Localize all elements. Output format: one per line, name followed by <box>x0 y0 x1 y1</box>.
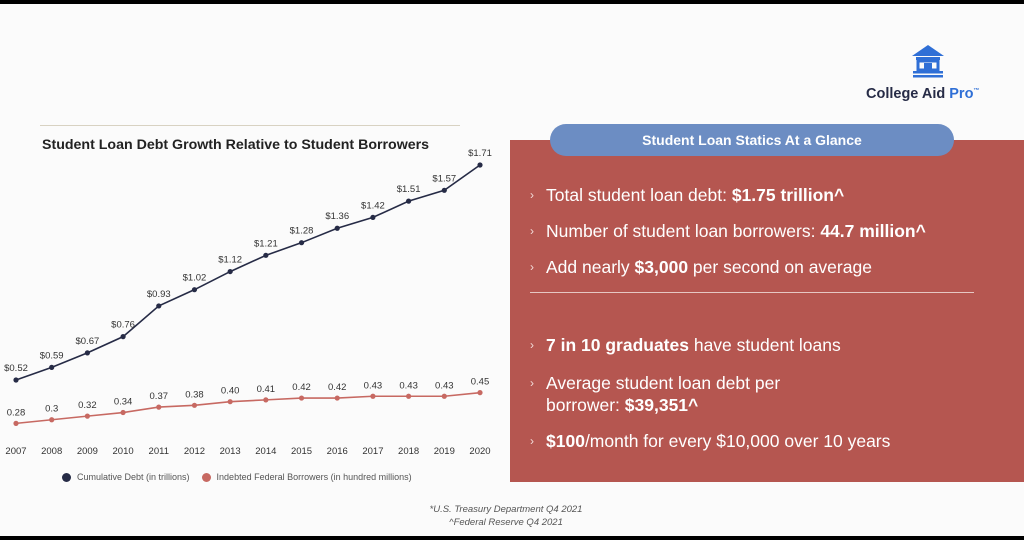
x-tick-label: 2015 <box>290 446 313 457</box>
line-chart <box>0 149 500 489</box>
data-label-borrowers: 0.28 <box>6 407 26 419</box>
data-label-borrowers: 0.40 <box>220 385 240 397</box>
data-label-borrowers: 0.43 <box>363 380 383 392</box>
stat-text: Number of student loan borrowers: <box>546 221 821 241</box>
data-point-borrowers <box>49 417 54 422</box>
brand-tm: ™ <box>973 88 980 95</box>
legend-marker-borrowers <box>202 473 211 482</box>
data-label-borrowers: 0.43 <box>435 380 454 392</box>
stats-panel <box>510 140 1024 482</box>
data-label-debt: $1.71 <box>468 149 492 159</box>
data-label-borrowers: 0.41 <box>256 383 276 395</box>
bullet-icon: › <box>530 188 534 202</box>
x-tick-label: 2017 <box>362 446 384 457</box>
slide <box>0 4 1024 536</box>
data-label-borrowers: 0.34 <box>113 396 133 408</box>
data-label-debt: $1.42 <box>361 200 385 212</box>
data-label-debt: $1.57 <box>432 173 457 185</box>
data-point-borrowers <box>370 394 375 399</box>
college-aid-pro-logo <box>866 44 996 104</box>
data-point-debt <box>49 365 54 370</box>
data-label-borrowers: 0.37 <box>149 391 169 403</box>
x-tick-label: 2014 <box>255 446 277 457</box>
data-point-debt <box>263 253 268 258</box>
data-point-debt <box>13 377 18 382</box>
x-tick-label: 2018 <box>398 446 420 457</box>
data-point-borrowers <box>120 410 125 415</box>
bullet-icon: › <box>530 260 534 274</box>
footnote-fed: ^Federal Reserve Q4 2021 <box>449 517 563 528</box>
data-label-borrowers: 0.45 <box>470 376 490 388</box>
footnote-treasury: *U.S. Treasury Department Q4 2021 <box>429 504 583 515</box>
house-icon <box>909 44 947 80</box>
data-point-debt <box>335 226 340 231</box>
stat-text: Total student loan debt: <box>546 185 732 205</box>
legend-label-borrowers: Indebted Federal Borrowers (in hundred millions) <box>216 472 412 482</box>
data-label-borrowers: 0.43 <box>399 380 418 392</box>
data-label-debt: $0.76 <box>111 319 135 331</box>
chart-legend <box>62 472 424 482</box>
bullet-icon: › <box>530 376 534 390</box>
x-tick-label: 2019 <box>433 446 455 457</box>
data-point-debt <box>120 334 125 339</box>
stat-value: $100 <box>546 431 585 451</box>
data-label-debt: $0.59 <box>39 350 64 362</box>
data-point-debt <box>406 199 411 204</box>
data-label-debt: $1.21 <box>253 238 278 250</box>
panel-divider <box>530 292 974 293</box>
data-label-debt: $1.36 <box>325 211 350 223</box>
data-point-debt <box>370 215 375 220</box>
data-point-debt <box>477 162 482 167</box>
data-label-debt: $0.93 <box>146 288 171 300</box>
brand-college-aid: College Aid <box>866 86 946 102</box>
stat-value: $1.75 trillion^ <box>731 185 845 205</box>
stat-text: Average student loan debt per <box>546 373 781 393</box>
bullet-icon: › <box>530 434 534 448</box>
stat-graduates <box>530 334 841 356</box>
stat-text: Add nearly <box>546 257 635 277</box>
data-label-debt: $0.52 <box>4 363 28 374</box>
title-rule <box>40 125 460 126</box>
data-point-borrowers <box>335 395 340 400</box>
brand-pro: Pro <box>949 86 974 102</box>
data-point-borrowers <box>442 394 447 399</box>
stat-text-suffix: have student loans <box>688 335 841 355</box>
stat-text-suffix: /month for every $10,000 over 10 years <box>584 431 891 451</box>
data-label-debt: $0.67 <box>75 335 100 347</box>
data-point-borrowers <box>13 421 18 426</box>
data-point-borrowers <box>477 390 482 395</box>
stat-borrowers <box>530 220 926 242</box>
stat-total-debt <box>530 184 845 206</box>
data-point-borrowers <box>85 414 90 419</box>
bullet-icon: › <box>530 224 534 238</box>
data-label-borrowers: 0.32 <box>78 400 97 412</box>
x-tick-label: 2008 <box>41 446 63 457</box>
stat-text-suffix: per second on average <box>688 257 872 277</box>
stat-value: $3,000 <box>634 257 689 277</box>
stat-value: 7 in 10 graduates <box>546 335 689 355</box>
stat-monthly-cost <box>530 430 891 452</box>
data-point-borrowers <box>263 397 268 402</box>
data-point-debt <box>442 188 447 193</box>
data-point-borrowers <box>299 395 304 400</box>
data-point-debt <box>299 240 304 245</box>
stat-average-debt <box>530 372 781 416</box>
legend-label-debt: Cumulative Debt (in trillions) <box>77 472 190 482</box>
x-tick-label: 2011 <box>148 446 169 457</box>
series-line-debt <box>16 165 480 380</box>
x-tick-label: 2016 <box>326 446 348 457</box>
legend-item-borrowers <box>202 472 412 482</box>
x-tick-label: 2020 <box>469 446 491 457</box>
stat-value: 44.7 million^ <box>820 221 926 241</box>
data-point-debt <box>156 303 161 308</box>
x-tick-label: 2009 <box>76 446 98 457</box>
data-point-borrowers <box>228 399 233 404</box>
legend-item-debt <box>62 472 190 482</box>
data-point-debt <box>228 269 233 274</box>
data-label-debt: $1.51 <box>396 184 421 196</box>
data-label-borrowers: 0.42 <box>292 382 311 394</box>
stat-value: $39,351^ <box>624 395 699 415</box>
stat-text-line2: borrower: <box>546 395 625 415</box>
data-label-borrowers: 0.3 <box>45 403 59 415</box>
data-point-debt <box>85 350 90 355</box>
legend-marker-debt <box>62 473 71 482</box>
chart-title: Student Loan Debt Growth Relative to Student Borrowers <box>42 137 430 153</box>
data-label-debt: $1.02 <box>182 272 207 284</box>
data-label-borrowers: 0.38 <box>185 389 204 401</box>
panel-header: Student Loan Statics At a Glance <box>550 124 954 156</box>
data-point-debt <box>192 287 197 292</box>
x-tick-label: 2007 <box>5 446 27 457</box>
data-label-borrowers: 0.42 <box>327 382 347 394</box>
bullet-icon: › <box>530 338 534 352</box>
x-tick-label: 2010 <box>112 446 134 457</box>
data-label-debt: $1.12 <box>218 254 243 266</box>
brand-name <box>866 86 979 102</box>
data-point-borrowers <box>406 394 411 399</box>
stat-per-second <box>530 256 872 278</box>
x-tick-label: 2013 <box>219 446 241 457</box>
data-label-debt: $1.28 <box>289 225 314 237</box>
data-point-borrowers <box>192 403 197 408</box>
x-tick-label: 2012 <box>183 446 206 457</box>
data-point-borrowers <box>156 405 161 410</box>
